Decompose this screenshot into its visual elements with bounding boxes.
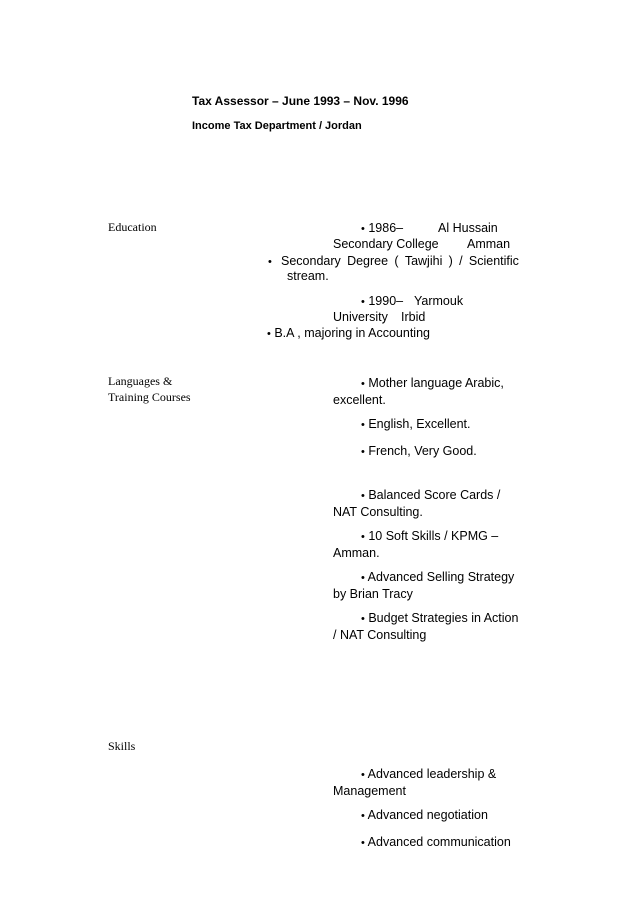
training-item <box>333 610 518 643</box>
language-item <box>333 416 470 433</box>
education-school-city: Amman <box>467 237 511 251</box>
education-label: Education <box>108 220 157 234</box>
item-text-cont: excellent. <box>333 393 386 407</box>
training-item <box>333 487 500 520</box>
item-text-cont: by Brian Tracy <box>333 587 413 601</box>
education-entry-hussain-line1 <box>361 220 403 237</box>
bullet-icon: • <box>361 296 365 308</box>
bullet-icon: • <box>361 378 365 390</box>
item-text: Mother language Arabic, <box>368 376 504 390</box>
language-item <box>333 375 504 408</box>
education-degree-tawjihi-cont: stream. <box>287 269 329 283</box>
item-text: Advanced communication <box>367 835 511 849</box>
education-school-name: Al Hussain <box>438 221 498 235</box>
skill-item <box>333 834 511 851</box>
education-year: 1986– <box>368 221 404 235</box>
bullet-icon: • <box>361 837 365 849</box>
bullet-icon: • <box>361 490 365 502</box>
item-text: Balanced Score Cards / <box>368 488 501 502</box>
degree-word: / <box>459 254 463 268</box>
education-degree-tawjihi-text <box>281 253 519 269</box>
degree-word: Scientific <box>468 254 519 268</box>
item-text: Advanced leadership & <box>367 767 497 781</box>
training-item <box>333 569 514 602</box>
languages-label-line1: Languages & <box>108 374 173 388</box>
bullet-icon: • <box>268 256 272 268</box>
education-entry-yarmouk-line1 <box>361 293 403 310</box>
education-year: 1990– <box>368 294 404 308</box>
education-university-city: Irbid <box>401 310 426 324</box>
languages-label-line2: Training Courses <box>108 390 191 404</box>
item-text-cont: NAT Consulting. <box>333 505 423 519</box>
item-text: Advanced negotiation <box>367 808 488 822</box>
item-text: French, Very Good. <box>368 444 477 458</box>
item-text: 10 Soft Skills / KPMG – <box>368 529 499 543</box>
education-school-name-cont: Secondary College <box>333 237 439 251</box>
bullet-icon: • <box>361 769 365 781</box>
item-text-cont: Management <box>333 784 406 798</box>
education-university-name-cont: University <box>333 310 388 324</box>
item-text-cont: Amman. <box>333 546 380 560</box>
bullet-icon: • <box>361 419 365 431</box>
degree-word: Degree <box>347 254 389 268</box>
degree-word: ) <box>448 254 453 268</box>
skill-item <box>333 766 496 799</box>
languages-label <box>108 373 191 405</box>
item-text-cont: / NAT Consulting <box>333 628 427 642</box>
bullet-icon: • <box>361 446 365 458</box>
job-department: Income Tax Department / Jordan <box>192 120 362 132</box>
bullet-icon: • <box>361 810 365 822</box>
skill-item <box>333 807 488 824</box>
degree-word: ( <box>394 254 399 268</box>
item-text: Budget Strategies in Action <box>368 611 519 625</box>
education-degree-ba <box>267 325 430 342</box>
education-degree-tawjihi <box>268 253 272 270</box>
item-text: English, Excellent. <box>368 417 471 431</box>
degree-word: Secondary <box>281 254 341 268</box>
bullet-icon: • <box>361 613 365 625</box>
training-item <box>333 528 498 561</box>
bullet-icon: • <box>267 328 271 340</box>
bullet-icon: • <box>361 572 365 584</box>
education-university-name: Yarmouk <box>414 294 464 308</box>
education-degree-text: B.A , majoring in Accounting <box>274 326 430 340</box>
bullet-icon: • <box>361 223 365 235</box>
job-title: Tax Assessor – June 1993 – Nov. 1996 <box>192 94 409 108</box>
item-text: Advanced Selling Strategy <box>367 570 515 584</box>
skills-label: Skills <box>108 739 136 753</box>
bullet-icon: • <box>361 531 365 543</box>
degree-word: Tawjihi <box>404 254 443 268</box>
language-item <box>333 443 477 460</box>
